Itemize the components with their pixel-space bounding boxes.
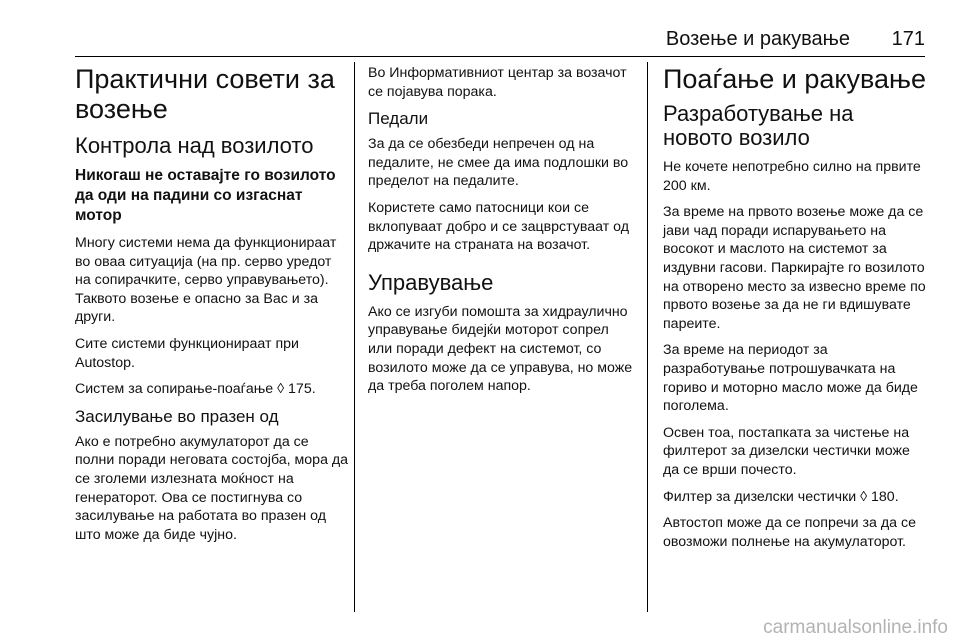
column-divider-2 [647, 62, 648, 612]
heading-idle-boost: Засилување во празен од [75, 406, 279, 426]
paragraph: Автостоп може да се попречи за да се овозможи полнење на акумулаторот. [663, 515, 916, 550]
column-1 [75, 64, 350, 552]
section-title-starting-operating: Поаѓање и ракување [663, 64, 926, 94]
paragraph: Многу системи нема да функционираат во оваа ситуација (на пр. серво уредот на сопирачките, серво управувањето). Таквото возење е опасно за Вас и за други. [75, 235, 337, 326]
warning-heading-coasting: Никогаш не оставајте го возилото да оди на падини со изгаснат мотор [75, 167, 336, 224]
paragraph: За да се обезбеди непречен од на педалите, не смее да има подлошки во пределот на педалите. [368, 136, 629, 190]
section-title-driving-hints: Практични совети за возење [75, 64, 335, 124]
page-number: 171 [891, 28, 925, 50]
subsection-running-in: Разработување на новото возило [663, 101, 854, 150]
paragraph: Во Информативниот центар за возачот се појавува порака. [368, 65, 627, 100]
heading-pedals: Педали [368, 109, 429, 129]
paragraph-reference: Филтер за дизелски честички ◊ 180. [663, 488, 899, 505]
subsection-vehicle-control: Контрола над возилото [75, 133, 314, 158]
header-rule [75, 56, 925, 57]
paragraph: Освен тоа, постапката за чистење на филтерот за дизелски честички може да се врши почесто. [663, 424, 910, 478]
paragraph: За време на периодот за разработување потрошувачката на гориво и моторно масло може да биде поголема. [663, 342, 918, 415]
subsection-steering: Управување [368, 269, 494, 295]
page-header [75, 28, 925, 54]
paragraph: Користете само патосници кои се вклопуваат добро и се зацврстуваат од држачите на страната на возачот. [368, 199, 630, 254]
paragraph: За време на првото возење може да се јави чад поради испарувањето на восокот и маслото на системот за издувни гасови. Паркирајте го возилото на отворено место за извесно време по првото возење за да не ги вдишувате пареите. [663, 204, 926, 332]
paragraph: Ако се изгуби помошта за хидраулично управување бидејќи моторот сопрел или поради дефект на системот, со возилото може да се управува, но може да треба поголем напор. [368, 303, 633, 395]
header-title: Возење и ракување [665, 28, 850, 50]
paragraph: Не кочете непотребно силно на првите 200 км. [663, 159, 921, 194]
paragraph: Сите системи функционираат при Autostop. [75, 335, 299, 371]
paragraph: Ако е потребно акумулаторот да се полни поради неговата состојба, мора да се зголеми излезната моќност на генераторот. Ова се постигнува со засилување на работата во празен од што може да биде чујно. [75, 433, 349, 543]
watermark: carmanualsonline.info [763, 617, 948, 638]
column-divider-1 [354, 62, 355, 612]
paragraph-reference: Систем за сопирање-поаѓање ◊ 175. [75, 381, 316, 398]
column-2 [368, 64, 633, 404]
column-3 [663, 64, 928, 559]
